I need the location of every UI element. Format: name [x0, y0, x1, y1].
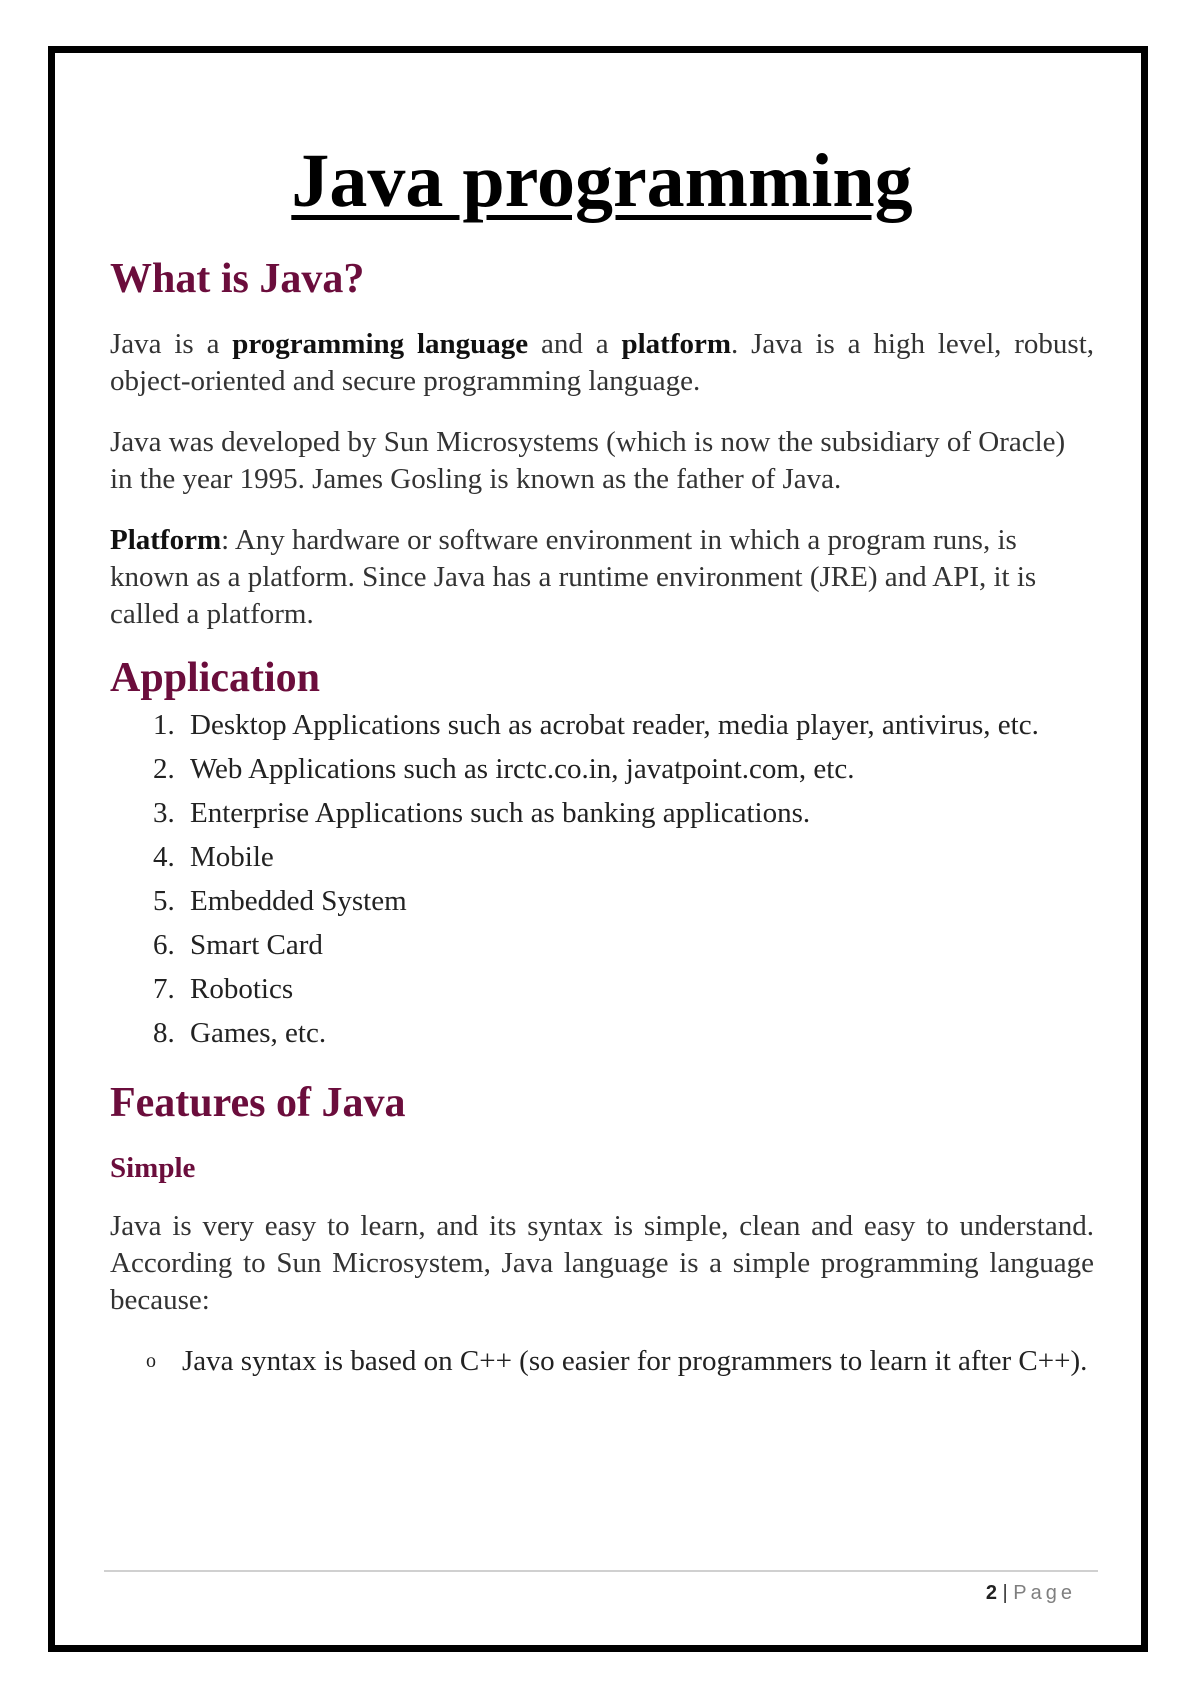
text-segment: Java is a: [110, 327, 233, 360]
list-item: 4. Mobile: [182, 839, 1094, 876]
page-label: Page: [1013, 1582, 1076, 1604]
heading-simple: Simple: [110, 1151, 196, 1184]
application-list: [110, 707, 1094, 1052]
list-item: 3. Enterprise Applications such as banking applications.: [182, 795, 1094, 832]
list-item: 5. Embedded System: [182, 883, 1094, 920]
document-content: [110, 140, 1094, 1380]
document-title: Java programming: [291, 139, 913, 223]
list-item-text: Java syntax is based on C++ (so easier for programmers to learn it after C++).: [182, 1344, 1088, 1377]
bold-platform: platform: [621, 327, 732, 360]
text-segment: and a: [528, 327, 622, 360]
page-number: 2: [985, 1582, 997, 1604]
list-item: 7. Robotics: [182, 971, 1094, 1008]
bold-programming-language: programming language: [232, 327, 529, 360]
list-item: 6. Smart Card: [182, 927, 1094, 964]
footer-separator: |: [1002, 1582, 1008, 1604]
paragraph-simple: Java is very easy to learn, and its syntax is simple, clean and easy to understand. According to Sun Microsystem, Java language is a simple programming language because:: [110, 1209, 1094, 1316]
paragraph-platform-definition: [110, 522, 1094, 633]
paragraph-java-intro: [110, 326, 1094, 400]
list-item: [110, 1343, 1094, 1380]
simple-bullet-list: [110, 1343, 1094, 1380]
heading-features-of-java: Features of Java: [110, 1080, 406, 1127]
heading-what-is-java: What is Java?: [110, 255, 365, 302]
text-segment: . Java is a high level, robust, object-oriented and secure programming language.: [110, 327, 1095, 397]
page-footer: [986, 1582, 1076, 1605]
footer-divider: [104, 1570, 1098, 1572]
list-item: 2. Web Applications such as irctc.co.in, javatpoint.com, etc.: [182, 751, 1094, 788]
heading-application: Application: [110, 654, 321, 701]
list-item: 8. Games, etc.: [182, 1015, 1094, 1052]
text-segment: : Any hardware or software environment in which a program runs, is known as a platform. Since Java has a runtime environment (JRE) and API, it is called a platform.: [110, 523, 1037, 630]
bold-platform-term: Platform: [110, 523, 222, 556]
bullet-circle-icon: o: [146, 1349, 156, 1372]
list-item: 1. Desktop Applications such as acrobat reader, media player, antivirus, etc.: [182, 707, 1094, 744]
paragraph-java-history: Java was developed by Sun Microsystems (which is now the subsidiary of Oracle) in the year 1995. James Gosling is known as the father of Java.: [110, 425, 1066, 495]
